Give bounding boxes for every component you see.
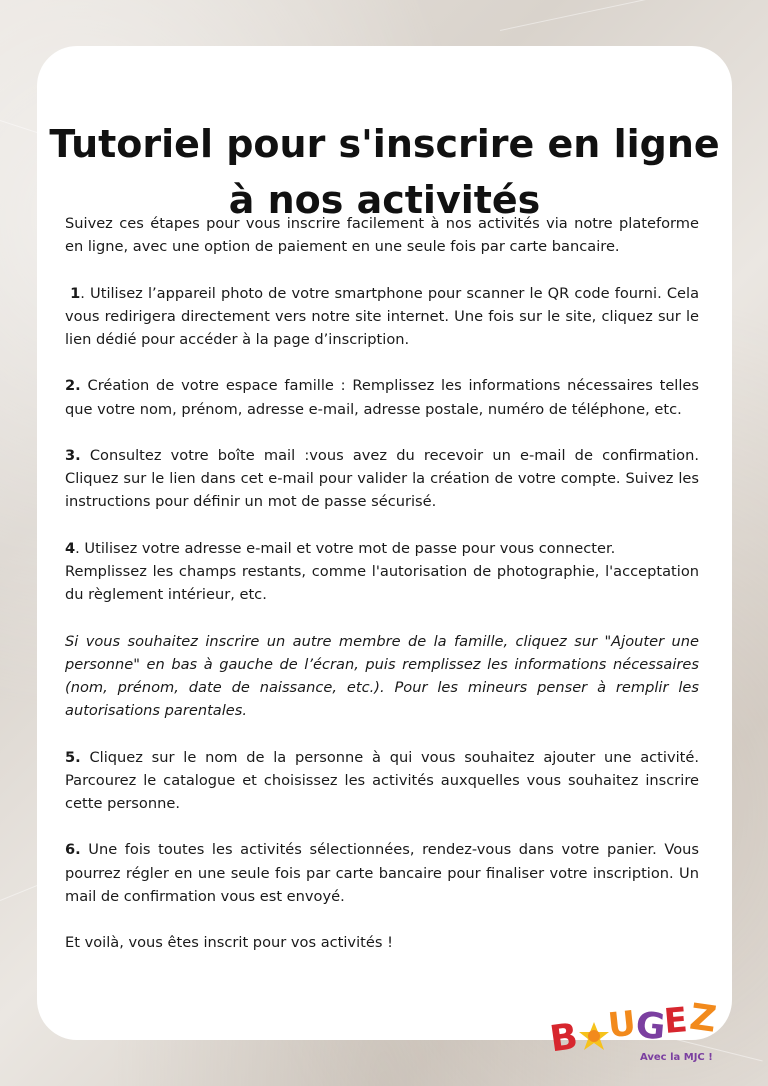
step-suffix: .	[80, 284, 85, 302]
paper-crease	[500, 0, 768, 31]
logo-tagline: Avec la MJC !	[640, 1052, 713, 1063]
logo-letter-u: U	[606, 1003, 638, 1047]
closing-paragraph: Et voilà, vous êtes inscrit pour vos activités !	[65, 934, 393, 952]
step-1	[65, 282, 699, 352]
intro-paragraph: Suivez ces étapes pour vous inscrire facilement à nos activités via notre plateforme en ligne, avec une option de paiement en une seule fois par carte bancaire.	[65, 215, 699, 256]
tutorial-content	[65, 212, 699, 978]
step-5	[65, 746, 699, 816]
logo-letter-g: G	[634, 1004, 668, 1049]
step-text: Création de votre espace famille : Remplissez les informations nécessaires telles que votre nom, prénom, adresse e-mail, adresse postale, numéro de téléphone, etc.	[65, 377, 699, 418]
logo-star-icon	[579, 1022, 609, 1050]
step-text: Une fois toutes les activités sélectionnées, rendez-vous dans votre panier. Vous pourrez régler en une seule fois par carte bancaire pour finaliser votre inscription. Un mail de confirmation vous est envoyé.	[65, 841, 699, 905]
step-number: 1	[70, 284, 81, 302]
logo-letter-b: B	[547, 1016, 581, 1061]
step-text: Utilisez votre adresse e-mail et votre mot de passe pour vous connecter.	[79, 539, 616, 557]
step-number: 5.	[65, 748, 81, 766]
tutorial-card	[37, 46, 732, 1040]
logo-letter-e: E	[662, 1000, 690, 1042]
step-number: 2.	[65, 377, 81, 395]
step-number: 3.	[65, 446, 81, 464]
step-3	[65, 444, 699, 514]
logo-letter-z: Z	[687, 996, 719, 1041]
step-number: 6.	[65, 841, 81, 859]
step-text: Utilisez l’appareil photo de votre smartphone pour scanner le QR code fourni. Cela vous redirigera directement vers notre site internet. Une fois sur le site, cliquez sur le lien dédié pour accéder à la page d’inscription.	[65, 284, 700, 348]
step-4-extra: Remplissez les champs restants, comme l'autorisation de photographie, l'acceptation du règlement intérieur, etc.	[65, 562, 699, 604]
step-suffix: .	[75, 539, 80, 557]
bougez-logo	[542, 992, 732, 1072]
step-number: 4	[65, 539, 76, 557]
family-member-note: Si vous souhaitez inscrire un autre membre de la famille, cliquez sur "Ajouter une personne" en bas à gauche de l’écran, puis remplissez les informations nécessaires (nom, prénom, date de naissance, etc.). Pour les mineurs penser à remplir les autorisations parentales.	[65, 632, 699, 720]
step-text: Cliquez sur le nom de la personne à qui vous souhaitez ajouter une activité. Parcourez le catalogue et choisissez les activités auxquelles vous souhaitez inscrire cette personne.	[65, 748, 699, 812]
step-6	[65, 838, 699, 908]
step-4	[65, 537, 699, 560]
step-2	[65, 374, 699, 420]
page-title: Tutoriel pour s'inscrire en ligne à nos activités	[49, 122, 720, 222]
step-text: Consultez votre boîte mail :vous avez du recevoir un e-mail de confirmation. Cliquez sur le lien dans cet e-mail pour valider la création de votre compte. Suivez les instructions pour définir un mot de passe sécurisé.	[65, 446, 699, 511]
